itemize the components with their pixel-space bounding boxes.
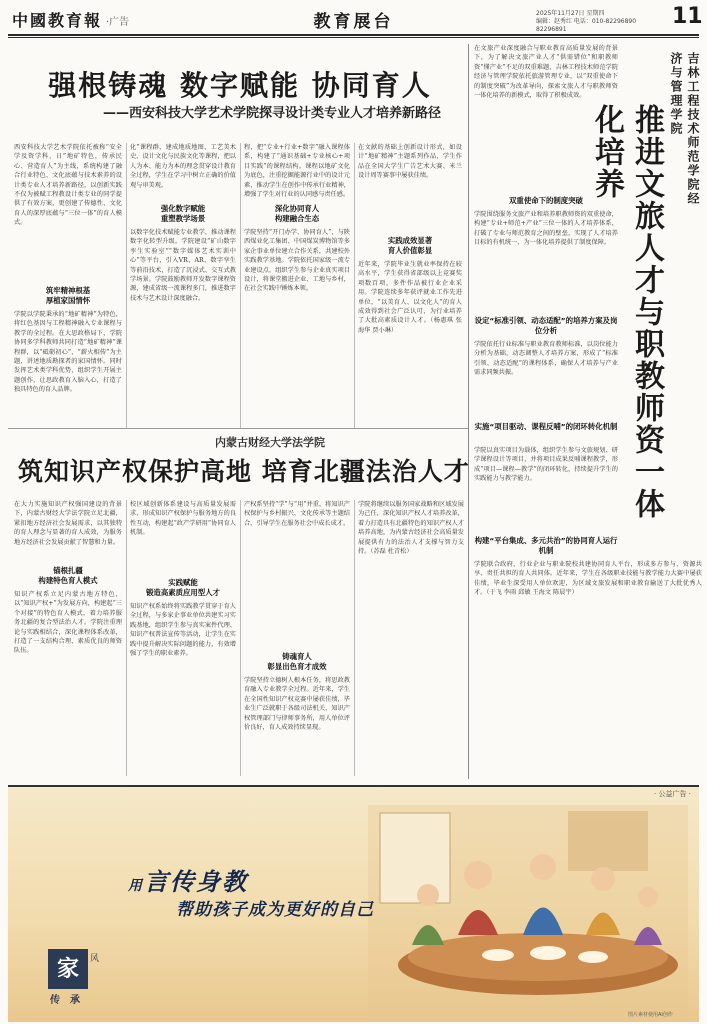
article3-title: 推进文旅人才与职教师资一体化培养	[589, 104, 664, 520]
article3-kicker: 吉林工程技术师范学院经济与管理学院	[669, 52, 700, 206]
section-rule	[8, 428, 468, 429]
article-divider	[468, 44, 469, 779]
article2-col1b: 知识产权系立足内蒙古地方特色，以“知识产权+”为发展方向，构建起“三个对接”的特色育人模式，着力培养服务北疆的复合型法治人才。学院注重理论与实践相结合，深化课程体系改革，打造了一支结构合理、素质优良的师资队伍。	[14, 591, 122, 655]
psa-top-rule	[8, 785, 699, 787]
article2-col2a: 校区域创新体系建设与高质量发展需求，形成知识产权保护与服务地方的良性互动，构建起“政产学研用”协同育人机制。	[130, 501, 236, 537]
family-dinner-illustration	[368, 805, 688, 1015]
article2-col1a: 在大力实施知识产权强国建设的背景下，内蒙古财经大学法学院立足北疆，紧扣地方经济社会发展需求，以其独特的育人理念与显著的育人成效，为服务地方经济社会发展贡献了智慧和力量。	[14, 501, 122, 546]
section-title: 教育展台	[313, 12, 394, 32]
article1-col3b: 学院坚持“开门办学、协同育人”，与陕西煤业化工集团、中国煤炭博物馆等多家企事业单位建立合作关系，共建校外实践教学基地。学院依托国家级一流专业建设点，组织学生参与企业真实项目设计，将课堂搬进企业、工地与乡村，在社会实践中锤炼本领。	[244, 229, 350, 293]
psa-slogan-prefix: 用	[128, 878, 144, 894]
page-number: 11	[672, 4, 703, 29]
seal-char-cheng: 承	[70, 995, 80, 1006]
column-divider	[354, 143, 355, 428]
masthead-rule-thin	[8, 37, 699, 38]
article3-subhead2: 设定“标准引领、动态适配”的培养方案及岗位分析	[474, 316, 618, 335]
article3-subhead1: 双重使命下的制度突破	[509, 196, 583, 205]
seal-char-chuan: 传	[50, 995, 60, 1006]
article3-para3: 学院以真实项目为载体，组织学生参与文旅规划、研学课程设计等项目，并将项目成果反哺课程教学，形成“项目—课程—教学”的闭环转化，持续提升学生的实践能力与教学能力。	[474, 447, 618, 483]
article3-subhead3: 实施“项目驱动、课程反哺”的闭环转化机制	[474, 422, 618, 431]
article3-lead: 在文旅产业深度融合与职业教育高质量发展的背景下，为了解决文旅产业人才“供需错位”和职教师资“懂产业”不足的双重难题，吉林工程技术师范学院经济与管理学院依托旅游管理专业，以“双重使命下的制度突破”为改革导向，探索文旅人才与职教师资一体化培养的新模式，取得了积极成效。	[474, 45, 618, 100]
article2-title: 筑知识产权保护高地 培育北疆法治人才	[18, 457, 470, 486]
article1-subhead4: 实践成效显著 育人价值彰显	[387, 236, 433, 255]
column-divider	[240, 143, 241, 428]
article1-col2b: 以数字化技术赋能专业教学，推动课程数字化转型升级。学院建设“矿山数字孪生实验室”“数字媒体艺术实训中心”等平台，引入VR、AR、数字孪生等前沿技术，打造了沉浸式、交互式教学场景。学院鼓励教师开发数字课程资源，建成省级一流课程多门，推进数字技术与艺术设计深度融合。	[130, 229, 236, 302]
article2-subhead2: 实践赋能 锻造高素质应用型人才	[146, 578, 220, 597]
public-service-ad	[8, 785, 699, 1022]
article1-subhead3: 深化协同育人 构建融合生态	[274, 204, 320, 223]
dateline	[536, 10, 666, 34]
article3-para4: 学院联合政府、行业企业与职业院校共建协同育人平台，形成多方参与、资源共享、责任共担的育人共同体。近年来，学生在各级职业技能与教学能力大赛中屡获佳绩，毕业生深受用人单位欢迎，为区域文旅发展和职业教育输送了大批优秀人才。（于飞 李雨 邱敏 王海文 陈晨宇）	[474, 561, 702, 597]
jiafeng-seal	[48, 945, 118, 1005]
psa-slogan-line1	[128, 862, 248, 897]
article2-col3b: 学院坚持立德树人根本任务，将思政教育融入专业教学全过程。近年来，学生在全国性知识产权竞赛中屡获佳绩，毕业生广泛就职于各级司法机关、知识产权管理部门与律师事务所，用人单位评价良好，育人成效持续显现。	[244, 677, 350, 732]
seal-char-jia: 家	[48, 949, 88, 989]
newspaper-logo: 中國教育報	[12, 11, 103, 30]
column-divider	[240, 500, 241, 776]
article2-col4a: 学院将继续以服务国家战略和区域发展为己任，深化知识产权人才培养改革，着力打造具有北疆特色的知识产权人才培养高地，为内蒙古经济社会高质量发展提供有力的法治人才支撑与智力支持。（苏磊 杜青松）	[358, 501, 464, 556]
article1-col3a: 程，把“专业+行业+数字”融入课程体系，构建了“通识基础+专业核心+项目实践”的课程结构。课程以地矿文化为底色，注重挖掘能源行业中的设计元素，推动学生在创作中传承行业精神，增强了学生对行业的认同感与责任感。	[244, 144, 350, 199]
column-divider	[126, 143, 127, 428]
masthead-rule	[8, 34, 699, 36]
logo-subtitle: ·广告	[106, 17, 130, 28]
article1-subhead1: 筑牢精神根基 厚植家国情怀	[45, 286, 91, 305]
article3-subhead4: 构建“平台集成、多元共治”的协同育人运行机制	[474, 536, 618, 555]
dateline-date: 2025年11月27日 星期四	[536, 10, 605, 17]
article2-col2b: 知识产权系始终将实践教学贯穿于育人全过程，与多家企事业单位共建实习实践基地，组织学生参与真实案件代理、知识产权普法宣传等活动，让学生在实践中提升解决实际问题的能力，有效增强了学生的职业素养。	[130, 603, 236, 658]
article2-subhead1: 锚根扎疆 构建特色育人模式	[38, 566, 98, 585]
article1-title: 强根铸魂 数字赋能 协同育人	[48, 69, 432, 102]
dateline-editor: 编辑：赵秀红 电话：010-82296890 82296891	[536, 18, 637, 33]
article1-subtitle: ——西安科技大学艺术学院探寻设计类专业人才培养新路径	[102, 106, 441, 121]
article1-col2a: 化”课程群，建成地质地图、工艺美术史、设计文化与民族文化等课程，把以人为本、能力为本的理念贯穿设计教育全过程，学生在学习中树立正确的价值观与审美观。	[130, 144, 236, 189]
article3-para2: 学院依托行业标准与职业教育教师标准，以岗位能力分析为基础，动态调整人才培养方案，形成了“标准引领、动态适配”的课程体系，确保人才培养与产业需求同频共振。	[474, 341, 618, 377]
psa-slogan-line2: 帮助孩子成为更好的自己	[176, 900, 374, 920]
article1-col4b: 近年来，学院毕业生就业率保持在较高水平，学生获得省部级以上竞赛奖项数百项，多件作品被行业企业采用。学院连续多年获评就业工作先进单位，“以美育人、以文化人”的育人成效得到社会广泛认可，为行业培养了大批高素质设计人才。（杨惠琪 张海华 贾小琳）	[358, 261, 462, 334]
article1-col4a: 在文献的基础上创新设计形式，如设计“地矿精神”主题系列作品，学生作品在全国大学生广告艺术大赛、米兰设计周等赛事中屡获佳绩。	[358, 144, 462, 180]
article1-col1a: 西安科技大学艺术学院依托被称“安全学及资学科、日”地矿特色，传承民心、营造育人”为主线，系统构建了融合行业特色、文化底蕴与技术素养的设计类专业人才培养新路径，以创新实践不仅为被赋工程教设计类专业的同学提供了有效方案，更创建了传德性、文化育人的深厚底蕴与“三位一体”的育人模式。	[14, 144, 122, 227]
psa-slogan-emphasis: 言传身教	[144, 868, 248, 896]
article2-col3a: 产权系坚持“学”与“用”并重，将知识产权保护与乡村振兴、文化传承等主题结合，引导学生在服务社会中成长成才。	[244, 501, 350, 527]
psa-credit: 图片素材使用AI创作	[628, 1012, 673, 1018]
psa-label: · 公益广告 ·	[654, 790, 691, 798]
article1-subhead2: 强化数字赋能 重塑教学场景	[160, 204, 206, 223]
seal-char-feng: 风	[90, 954, 100, 964]
article3-para1: 学院围绕服务文旅产业和培养职教师资的双重使命，构建“专业+师范+产业”三位一体的人才培养体系，打破了专业与师范教育之间的壁垒，实现了人才培养目标的有机统一，为一体化培养提供了制度保障。	[474, 211, 618, 247]
column-divider	[126, 500, 127, 776]
article2-kicker: 内蒙古财经大学法学院	[215, 436, 325, 449]
article2-subhead3: 铸魂育人 彰显出色育才成效	[267, 652, 327, 671]
column-divider	[354, 500, 355, 776]
article1-col1b: 学院以学院秉承的“地矿精神”为特色，将红色基因与工程精神融入专业课程与教学的全过程。在大思政格局下，学院协同多学科教师共同打造“地矿精神”课程群，以“砥砺初心”、“薪火相传”为主题，讲述地质勘探者的家国情怀。同时发挥艺术类学科优势，组织学生开展主题创作，让思政教育入脑入心，打造了独具特色的育人品牌。	[14, 311, 122, 394]
